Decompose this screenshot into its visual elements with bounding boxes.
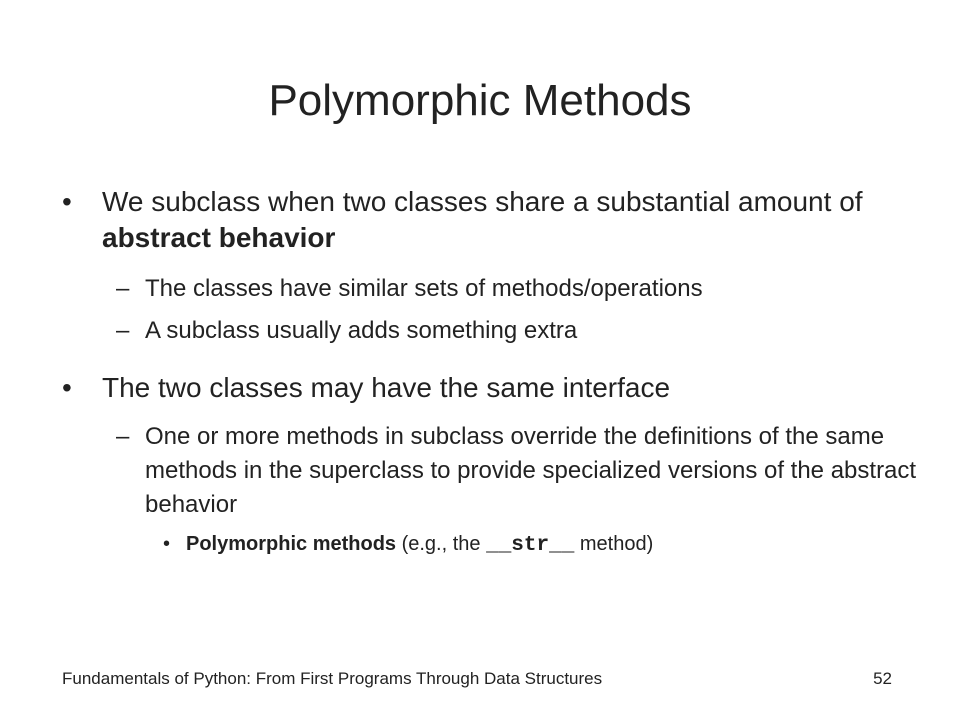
dash-marker: –	[116, 317, 130, 344]
code-text: __str__	[486, 534, 575, 557]
footer-book-title: Fundamentals of Python: From First Programs Through Data Structures	[62, 669, 603, 688]
dash-marker: –	[116, 423, 130, 450]
bullet-marker: •	[163, 533, 171, 555]
bullet-marker: •	[62, 372, 72, 403]
sub-bullet-item	[62, 420, 922, 522]
sub-sub-bullet-item	[62, 528, 922, 562]
sub-bullet-item	[62, 272, 922, 306]
bullet-bold-text: abstract behavior	[102, 222, 336, 253]
bullet-marker: •	[62, 186, 72, 217]
sub-bullet-text: The classes have similar sets of methods/operations	[145, 275, 703, 302]
bullet-text: We subclass when two classes share a substantial amount of	[102, 186, 863, 217]
sub-bullet-text: One or more methods in subclass override the definitions of the same methods in the superclass to provide specialized versions of the abstract behavior	[145, 423, 917, 518]
dash-marker: –	[116, 275, 130, 302]
bullet-item	[62, 184, 922, 256]
bullet-text: The two classes may have the same interface	[102, 372, 671, 403]
bold-term: Polymorphic methods	[186, 533, 397, 555]
bullet-item	[62, 370, 922, 406]
inline-text: (e.g., the	[396, 533, 487, 555]
page-number: 52	[873, 669, 892, 688]
sub-bullet-text: A subclass usually adds something extra	[145, 317, 578, 344]
sub-bullet-item	[62, 314, 922, 348]
inline-text: method)	[574, 533, 654, 555]
slide-content	[62, 184, 922, 562]
slide-title: Polymorphic Methods	[268, 76, 692, 125]
